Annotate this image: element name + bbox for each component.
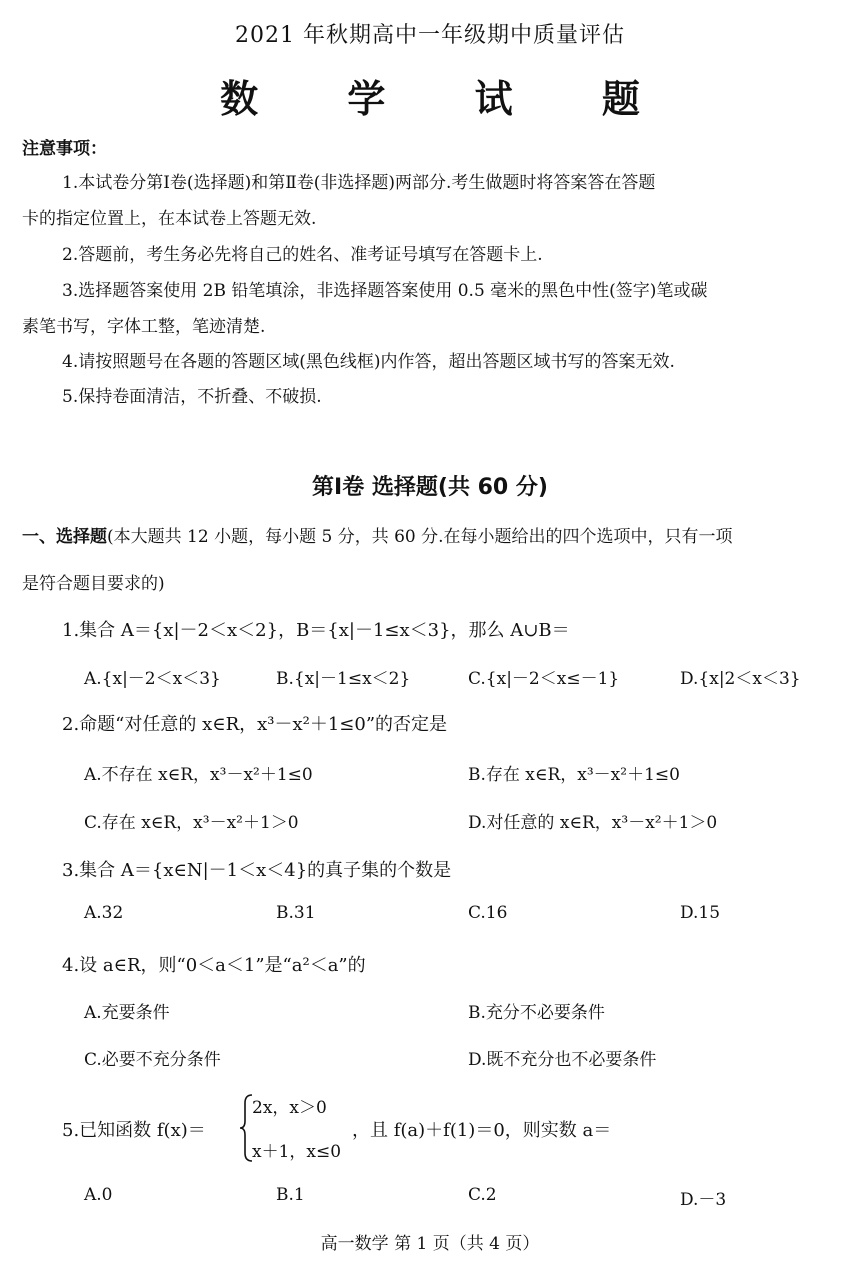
notice-heading: 注意事项：	[22, 139, 107, 159]
question-5-option-a: A.0	[84, 1185, 113, 1205]
notice-item-1-cont: 卡的指定位置上，在本试卷上答题无效.	[22, 209, 317, 229]
question-3-option-b: B.31	[276, 903, 316, 923]
notice-item-5: 5.保持卷面清洁，不折叠、不破损.	[62, 387, 322, 407]
question-1-stem: 1.集合 A＝{x|－2＜x＜2}，B＝{x|－1≤x＜3}，那么 A∪B＝	[62, 620, 570, 641]
subject-title: 数 学 试 题	[220, 77, 678, 121]
question-4-option-d: D.既不充分也不必要条件	[468, 1050, 657, 1070]
question-5-option-d: D.－3	[680, 1190, 727, 1210]
notice-item-4: 4.请按照题号在各题的答题区域(黑色线框)内作答，超出答题区域书写的答案无效.	[62, 352, 675, 372]
notice-item-1: 1.本试卷分第Ⅰ卷(选择题)和第Ⅱ卷(非选择题)两部分.考生做题时将答案答在答题	[62, 173, 656, 193]
piece-2: x＋1，x≤0	[252, 1142, 342, 1162]
notice-item-3-cont: 素笔书写，字体工整，笔迹清楚.	[22, 317, 266, 337]
question-2-option-a: A.不存在 x∈R，x³－x²＋1≤0	[84, 765, 313, 785]
question-4-stem: 4.设 a∈R，则“0＜a＜1”是“a²＜a”的	[62, 955, 366, 976]
question-5-option-b: B.1	[276, 1185, 305, 1205]
question-2-option-c: C.存在 x∈R，x³－x²＋1＞0	[84, 813, 299, 833]
question-2-option-d: D.对任意的 x∈R，x³－x²＋1＞0	[468, 813, 718, 833]
question-1-option-c: C.{x|－2＜x≤－1}	[468, 669, 620, 689]
question-2-stem: 2.命题“对任意的 x∈R，x³－x²＋1≤0”的否定是	[62, 714, 448, 735]
question-1-option-a: A.{x|－2＜x＜3}	[84, 669, 221, 689]
page-footer: 高一数学 第 1 页（共 4 页）	[320, 1234, 540, 1254]
notice-item-3: 3.选择题答案使用 2B 铅笔填涂，非选择题答案使用 0.5 毫米的黑色中性(签字)笔或碳	[62, 281, 708, 301]
notice-item-2: 2.答题前，考生务必先将自己的姓名、准考证号填写在答题卡上.	[62, 245, 543, 265]
question-4-option-b: B.充分不必要条件	[468, 1003, 605, 1023]
question-4-option-a: A.充要条件	[84, 1003, 170, 1023]
question-3-stem: 3.集合 A＝{x∈N|－1＜x＜4}的真子集的个数是	[62, 860, 452, 881]
question-3-option-d: D.15	[680, 903, 721, 923]
question-2-option-b: B.存在 x∈R，x³－x²＋1≤0	[468, 765, 680, 785]
question-5-stem-suffix: ，且 f(a)＋f(1)＝0，则实数 a＝	[352, 1120, 612, 1141]
question-4-option-c: C.必要不充分条件	[84, 1050, 221, 1070]
part1-desc-cont: 是符合题目要求的)	[22, 574, 165, 594]
question-5-option-c: C.2	[468, 1185, 497, 1205]
part1-intro	[22, 522, 733, 547]
section-title: 第Ⅰ卷 选择题(共 60 分)	[312, 475, 548, 500]
question-1-option-d: D.{x|2＜x＜3}	[680, 669, 801, 689]
question-3-option-c: C.16	[468, 903, 508, 923]
piece-1: 2x，x＞0	[252, 1098, 327, 1118]
part1-label: 一、选择题	[22, 527, 107, 547]
question-3-option-a: A.32	[84, 903, 124, 923]
exam-title: 2021 年秋期高中一年级期中质量评估	[235, 23, 625, 48]
question-1-option-b: B.{x|－1≤x＜2}	[276, 669, 411, 689]
part1-desc: (本大题共 12 小题，每小题 5 分，共 60 分.在每小题给出的四个选项中，只有一项	[107, 527, 733, 547]
question-5-stem-prefix: 5.已知函数 f(x)＝	[62, 1120, 206, 1141]
piecewise-function	[238, 1093, 348, 1163]
